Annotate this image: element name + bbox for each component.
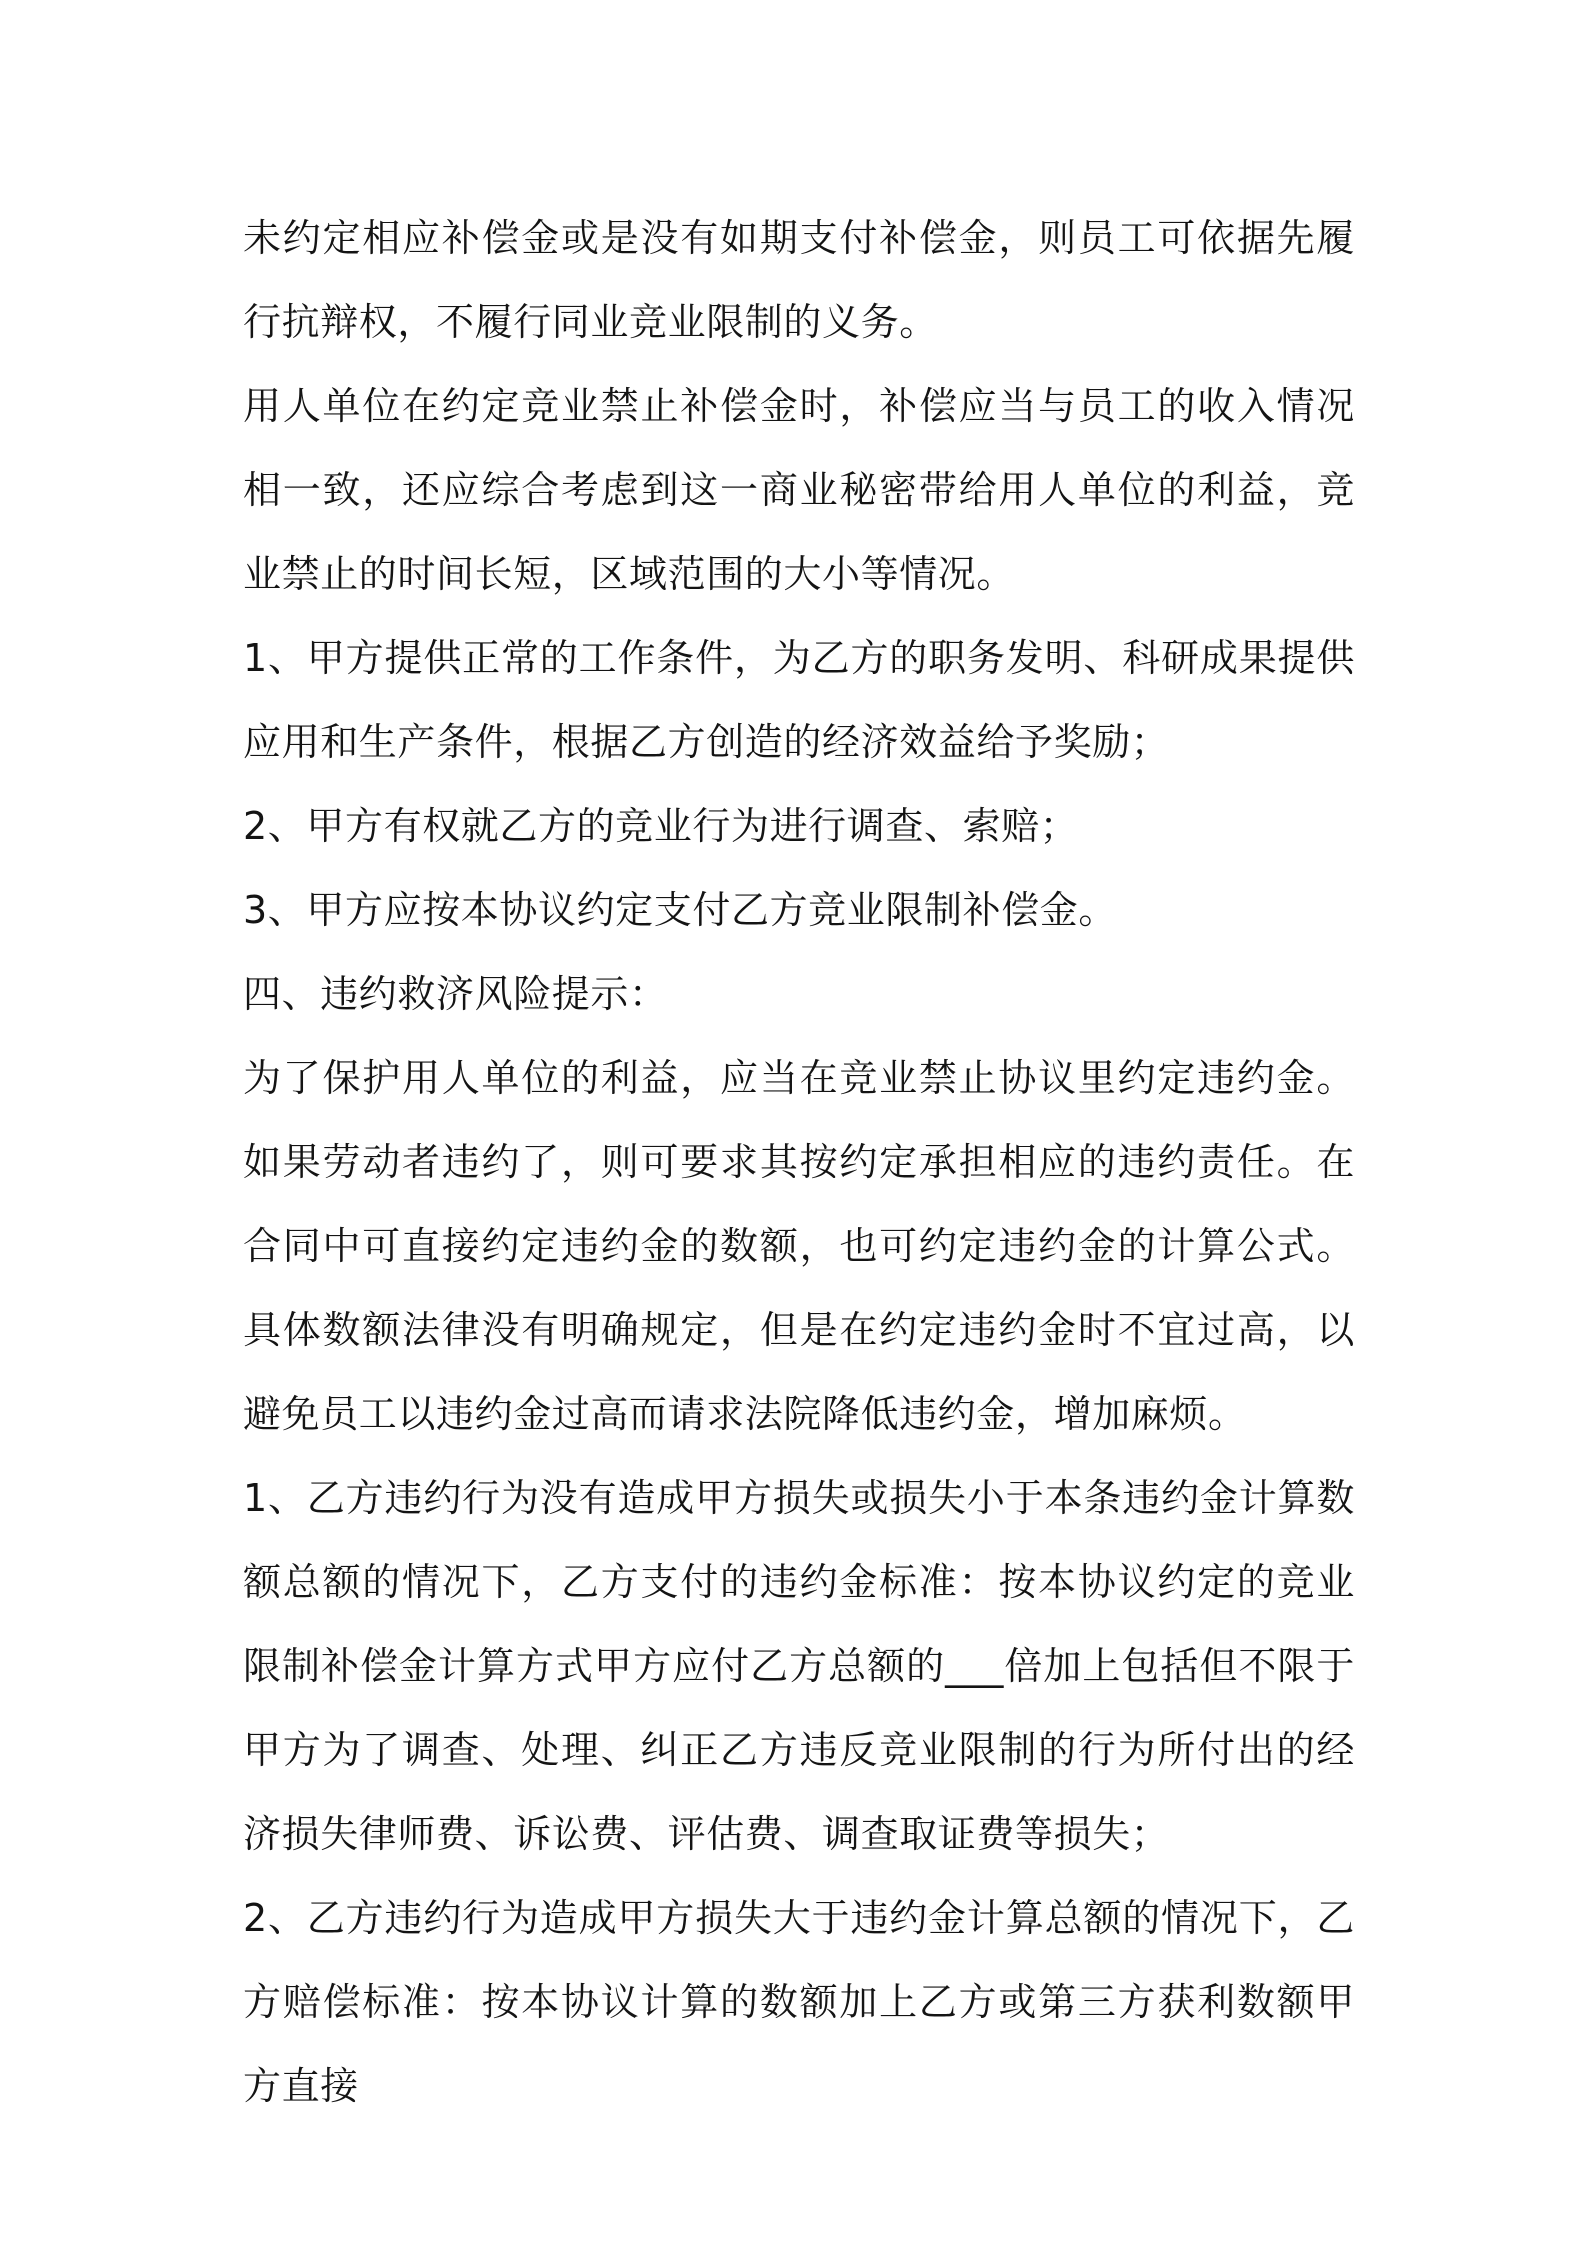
clause-item-2-investigation: 2、甲方有权就乙方的竞业行为进行调查、索赔； [243, 804, 1079, 848]
paragraph-compensation-unpaid: 未约定相应补偿金或是没有如期支付补偿金，则员工可依据先履行抗辩权，不履行同业竞业限制的义务。 [243, 216, 1355, 344]
breach-item-1: 1、乙方违约行为没有造成甲方损失或损失小于本条违约金计算数额总额的情况下，乙方支付的违约金标准：按本协议约定的竞业限制补偿金计算方式甲方应付乙方总额的___倍加上包括但不限于甲方为了调查、处理、纠正乙方违反竞业限制的行为所付出的经济损失律师费、诉讼费、评估费、调查取证费等损失； [243, 1476, 1355, 1856]
clause-item-3-payment: 3、甲方应按本协议约定支付乙方竞业限制补偿金。 [243, 888, 1117, 932]
paragraph-compensation-standard: 用人单位在约定竞业禁止补偿金时，补偿应当与员工的收入情况相一致，还应综合考虑到这一商业秘密带给用人单位的利益，竞业禁止的时间长短，区域范围的大小等情况。 [243, 384, 1355, 596]
clause-item-1-working-conditions: 1、甲方提供正常的工作条件，为乙方的职务发明、科研成果提供应用和生产条件，根据乙方创造的经济效益给予奖励； [243, 636, 1355, 764]
document-body [243, 196, 1355, 2128]
paragraph-liquidated-damages: 为了保护用人单位的利益，应当在竞业禁止协议里约定违约金。如果劳动者违约了，则可要求其按约定承担相应的违约责任。在合同中可直接约定违约金的数额，也可约定违约金的计算公式。具体数额法律没有明确规定，但是在约定违约金时不宜过高，以避免员工以违约金过高而请求法院降低违约金，增加麻烦。 [243, 1056, 1355, 1436]
section-heading-breach-remedy: 四、违约救济风险提示： [243, 972, 668, 1016]
breach-item-2: 2、乙方违约行为造成甲方损失大于违约金计算总额的情况下，乙方赔偿标准：按本协议计算的数额加上乙方或第三方获利数额甲方直接 [243, 1896, 1355, 2108]
